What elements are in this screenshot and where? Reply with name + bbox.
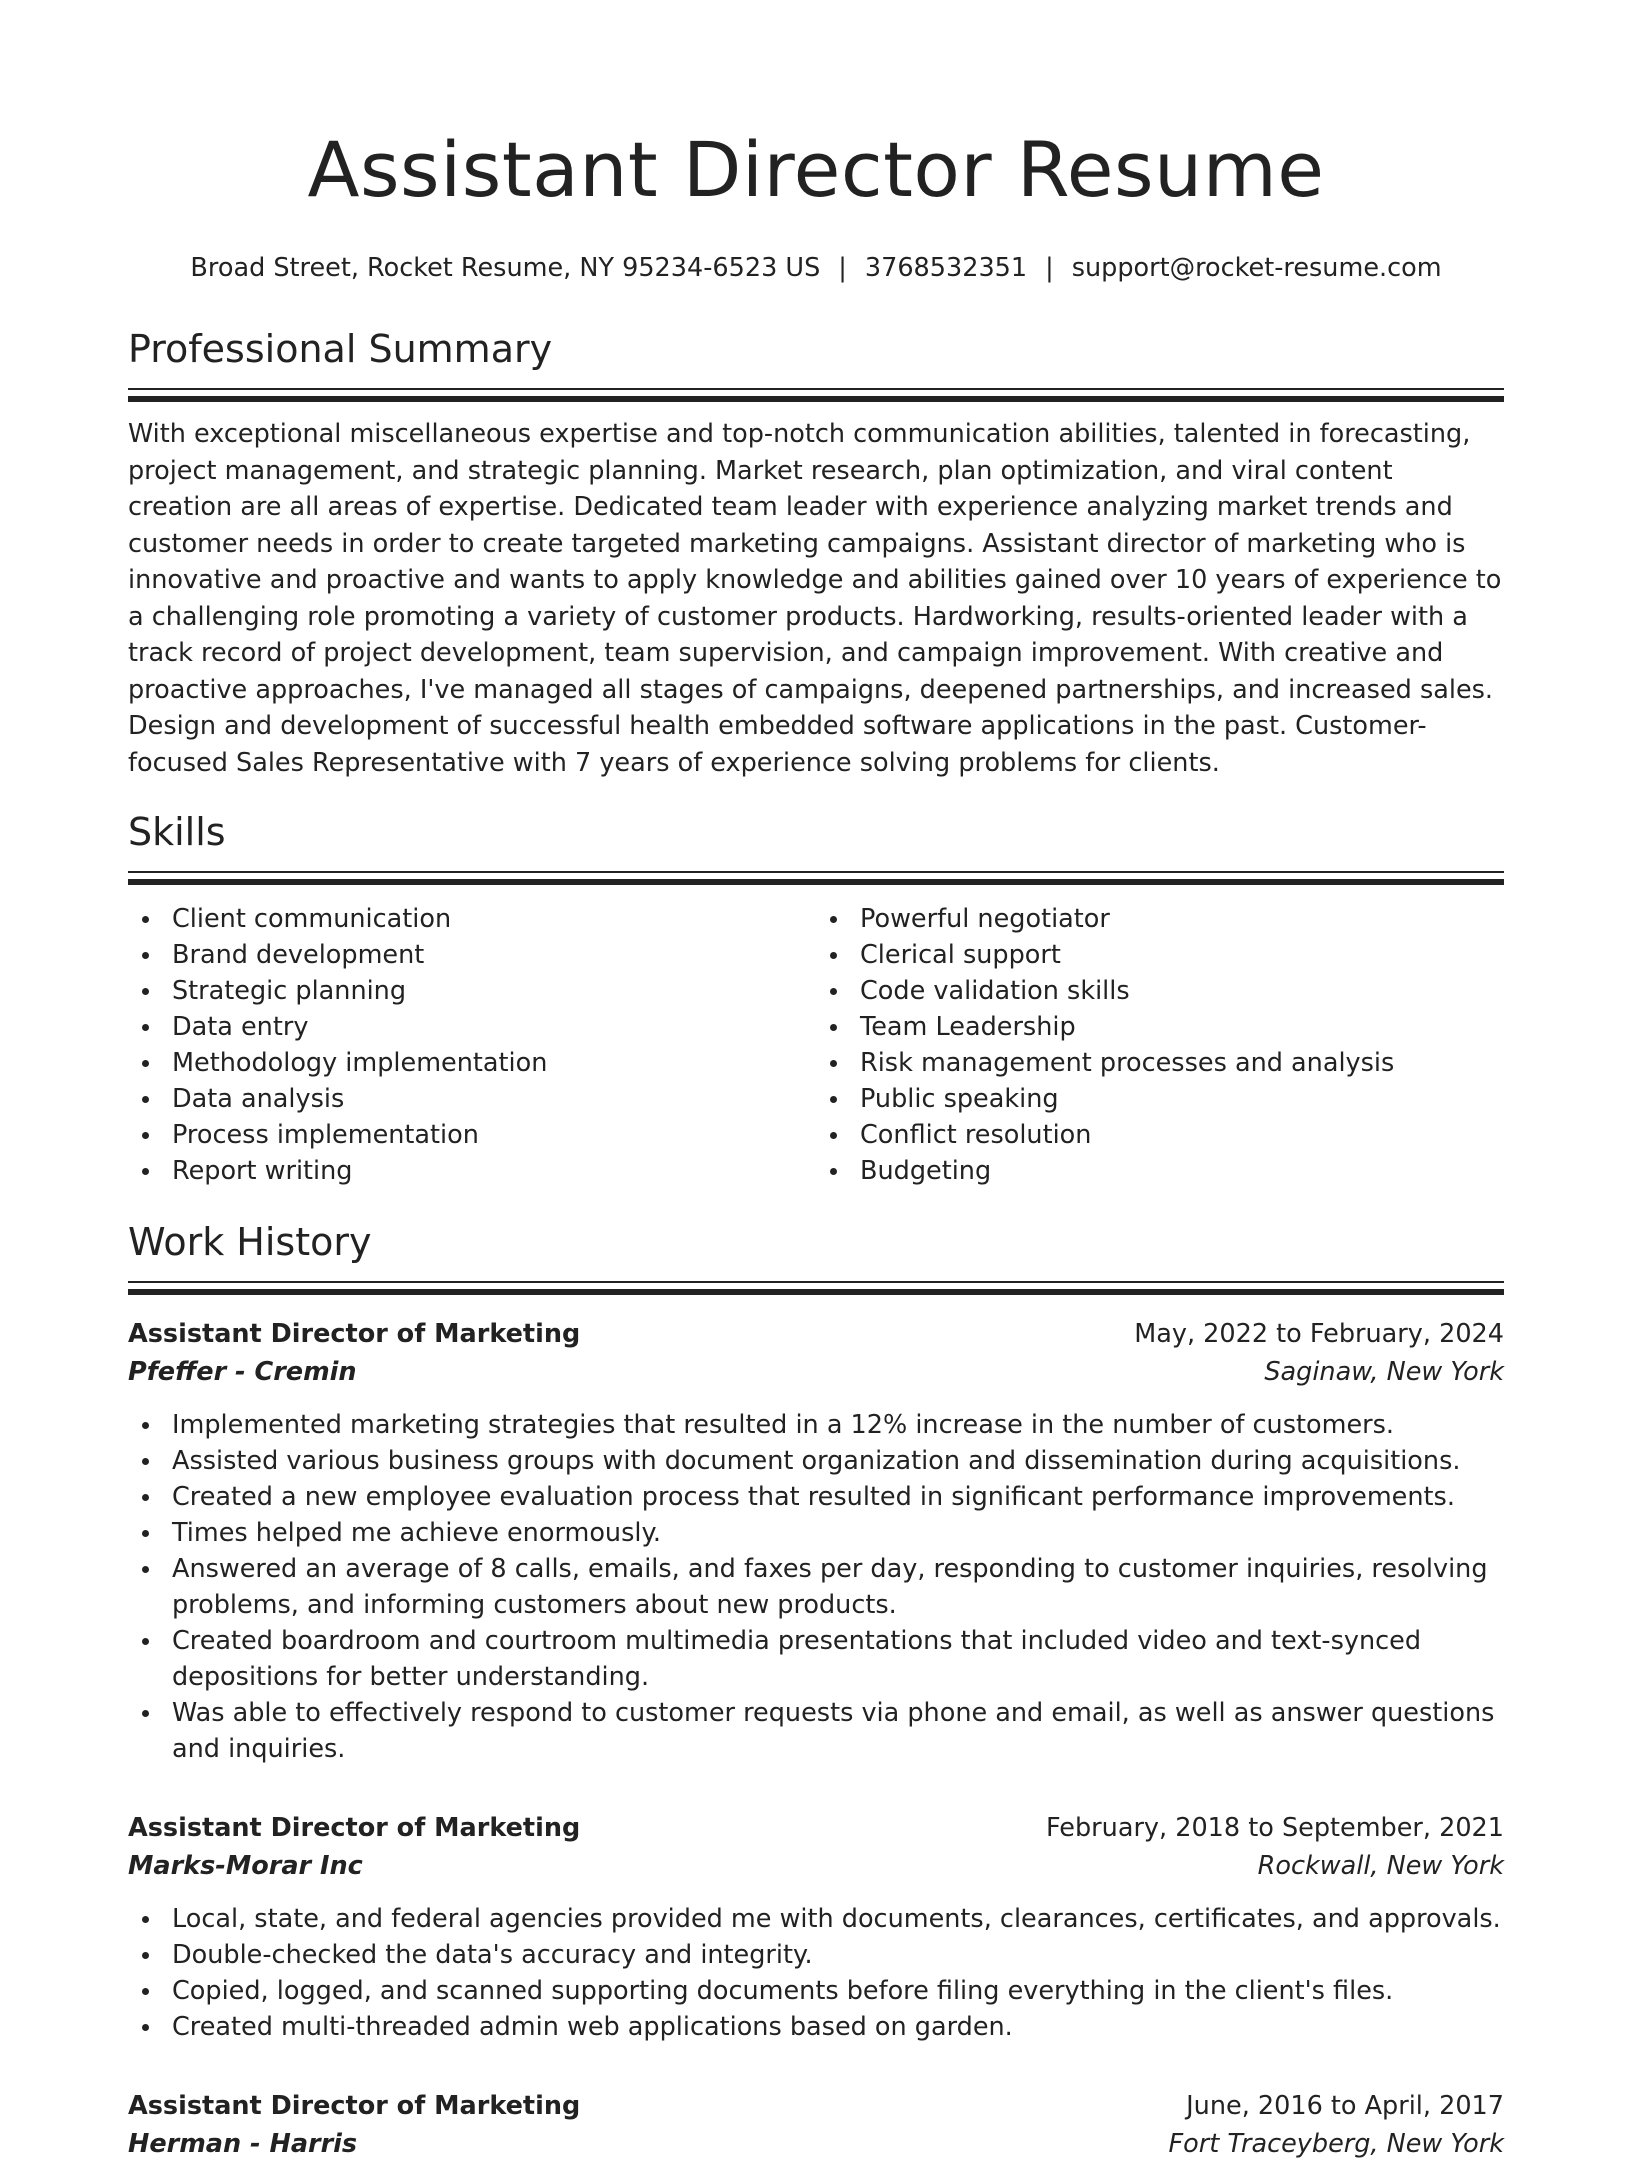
- section-divider: [128, 1281, 1504, 1295]
- contact-separator: |: [838, 253, 847, 283]
- duty-item: Was able to effectively respond to customer requests via phone and email, as well as answer questions and inquiries.: [172, 1695, 1504, 1767]
- duty-item: Assisted various business groups with document organization and dissemination during acquisitions.: [172, 1443, 1504, 1479]
- job-title: Assistant Director of Marketing: [128, 1319, 581, 1349]
- skill-item: Strategic planning: [172, 973, 816, 1009]
- skill-item: Data analysis: [172, 1081, 816, 1117]
- work-history-section: [128, 1217, 1504, 2163]
- skill-item: Brand development: [172, 937, 816, 973]
- job-entry: [128, 1809, 1504, 2045]
- skill-item: Methodology implementation: [172, 1045, 816, 1081]
- section-divider: [128, 388, 1504, 402]
- job-location: Saginaw, New York: [1264, 1357, 1504, 1387]
- section-heading-skills: Skills: [128, 810, 226, 854]
- duty-item: Implemented marketing strategies that resulted in a 12% increase in the number of customers.: [172, 1407, 1504, 1443]
- job-dates: February, 2018 to September, 2021: [1046, 1813, 1504, 1843]
- skill-item: Team Leadership: [860, 1009, 1504, 1045]
- job-entry: [128, 1315, 1504, 1767]
- skill-item: Code validation skills: [860, 973, 1504, 1009]
- contact-email[interactable]: support@rocket-resume.com: [1071, 253, 1442, 283]
- duty-item: Created multi-threaded admin web applications based on garden.: [172, 2009, 1504, 2045]
- contact-address: Broad Street, Rocket Resume, NY 95234-6523 US: [190, 253, 821, 283]
- skill-item: Risk management processes and analysis: [860, 1045, 1504, 1081]
- job-location: Rockwall, New York: [1257, 1851, 1504, 1881]
- professional-summary-section: [128, 324, 1504, 781]
- skill-item: Clerical support: [860, 937, 1504, 973]
- skill-item: Powerful negotiator: [860, 901, 1504, 937]
- duty-item: Answered an average of 8 calls, emails, and faxes per day, responding to customer inquiries, resolving problems, and informing customers about new products.: [172, 1551, 1504, 1623]
- job-title: Assistant Director of Marketing: [128, 2091, 581, 2121]
- summary-text: With exceptional miscellaneous expertise and top-notch communication abilities, talented in forecasting, project management, and strategic planning. Market research, plan optimization, and viral content creation are all areas of expertise. Dedicated team leader with experience analyzing market trends and customer needs in order to create targeted marketing campaigns. Assistant director of marketing who is innovative and proactive and wants to apply knowledge and abilities gained over 10 years of experience to a challenging role promoting a variety of customer products. Hardworking, results-oriented leader with a track record of project development, team supervision, and campaign improvement. With creative and proactive approaches, I've managed all stages of campaigns, deepened partnerships, and increased sales. Design and development of successful health embedded software applications in the past. Customer-focused Sales Representative with 7 years of experience solving problems for clients.: [128, 419, 1502, 778]
- job-dates: May, 2022 to February, 2024: [1134, 1319, 1504, 1349]
- job-duties: [128, 1407, 1504, 1767]
- duty-item: Created a new employee evaluation process that resulted in significant performance improvements.: [172, 1479, 1504, 1515]
- job-company: Pfeffer - Cremin: [128, 1357, 357, 1387]
- job-dates: June, 2016 to April, 2017: [1186, 2091, 1504, 2121]
- skills-grid: [128, 901, 1504, 1189]
- skills-section: [128, 807, 1504, 1189]
- job-entry: [128, 2087, 1504, 2163]
- contact-line: [128, 250, 1504, 286]
- duty-item: Local, state, and federal agencies provided me with documents, clearances, certificates, and approvals.: [172, 1901, 1504, 1937]
- section-heading-summary: Professional Summary: [128, 327, 553, 371]
- duty-item: Times helped me achieve enormously.: [172, 1515, 1504, 1551]
- skill-item: Report writing: [172, 1153, 816, 1189]
- duty-item: Double-checked the data's accuracy and integrity.: [172, 1937, 1504, 1973]
- skill-item: Budgeting: [860, 1153, 1504, 1189]
- job-company: Marks-Morar Inc: [128, 1851, 363, 1881]
- contact-phone: 3768532351: [864, 253, 1028, 283]
- skill-item: Conflict resolution: [860, 1117, 1504, 1153]
- skills-list-right: [816, 901, 1504, 1189]
- contact-separator: |: [1045, 253, 1054, 283]
- section-divider: [128, 871, 1504, 885]
- job-location: Fort Traceyberg, New York: [1168, 2129, 1504, 2159]
- section-heading-work-history: Work History: [128, 1220, 372, 1264]
- skills-list-left: [128, 901, 816, 1189]
- resume-title: Assistant Director Resume: [307, 125, 1325, 214]
- skill-item: Data entry: [172, 1009, 816, 1045]
- job-title: Assistant Director of Marketing: [128, 1813, 581, 1843]
- skill-item: Public speaking: [860, 1081, 1504, 1117]
- skill-item: Client communication: [172, 901, 816, 937]
- skill-item: Process implementation: [172, 1117, 816, 1153]
- job-duties: [128, 1901, 1504, 2045]
- job-company: Herman - Harris: [128, 2129, 358, 2159]
- duty-item: Created boardroom and courtroom multimedia presentations that included video and text-synced depositions for better understanding.: [172, 1623, 1504, 1695]
- duty-item: Copied, logged, and scanned supporting documents before filing everything in the client's files.: [172, 1973, 1504, 2009]
